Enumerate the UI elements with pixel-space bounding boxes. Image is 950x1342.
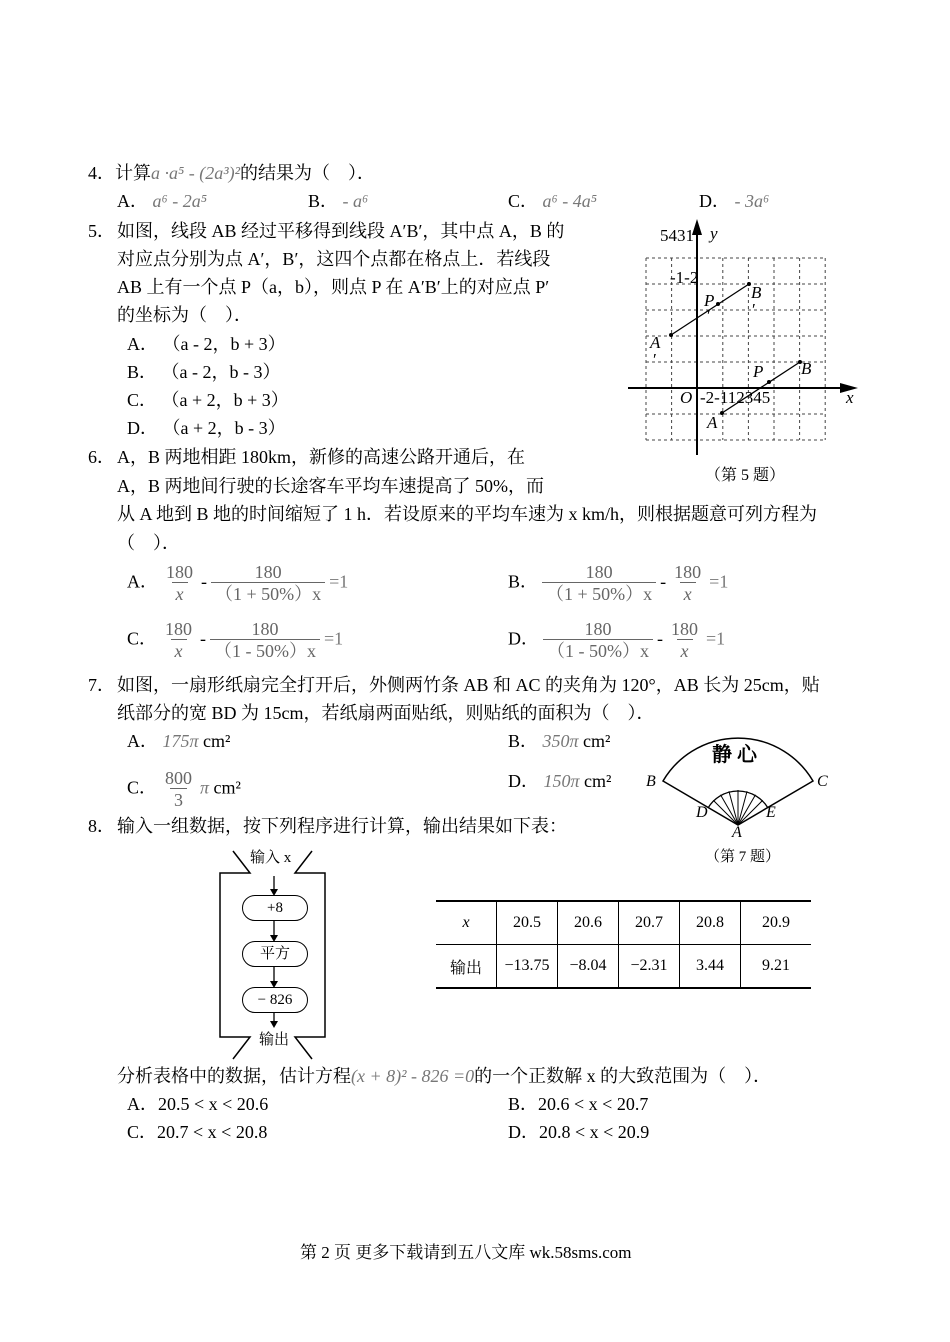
option-a: A． a⁶ - 2a⁵ xyxy=(117,191,208,211)
x-tick-labels: -2-112345 xyxy=(700,388,771,407)
option-a: A． $\frac{180}{x}$ - $\frac{180}{(1 + 50\%)x}$ =1 xyxy=(127,562,349,604)
option-b: B． - a⁶ xyxy=(308,191,369,211)
stem-text: 的结果为（ ）． xyxy=(240,163,376,183)
stem-text: 计算 xyxy=(115,163,151,183)
stem-line: 如图，线段 AB 经过平移得到线段 A′B′，其中点 A，B 的 xyxy=(117,221,565,241)
stem-line: 的坐标为（ ）． xyxy=(117,305,252,325)
point-c-label: C xyxy=(817,773,828,790)
x-axis-label: x xyxy=(846,388,854,407)
math-expression: a ·a⁵ - (2a³)² xyxy=(151,163,241,183)
option-a: A． （a - 2，b + 3） xyxy=(127,334,286,354)
table-row: 输出 −13.75 −8.04 −2.31 3.44 9.21 xyxy=(436,945,811,989)
point-p-label: P xyxy=(704,291,715,310)
option-b: B． （a - 2，b - 3） xyxy=(127,362,281,382)
flow-output-label: 输出 xyxy=(259,1032,290,1048)
option-b: B． $\frac{180}{(1 + 50\%)x}$ - $\frac{180}{x}$ =1 xyxy=(508,562,729,604)
stem-line: A，B 两地间行驶的长途客车平均车速提高了 50%，而 xyxy=(117,476,544,496)
option-b: B． 350π cm² xyxy=(508,731,611,751)
question-number: 4． xyxy=(88,163,115,183)
point-b-label: B xyxy=(751,283,762,302)
question-4 xyxy=(88,161,375,185)
stem-line: 如图，一扇形纸扇完全打开后，外侧两竹条 AB 和 AC 的夹角为 120°，AB 长为 25cm，贴 xyxy=(117,675,820,695)
stem-line: 纸部分的宽 BD 为 15cm，若纸扇两面贴纸，则贴纸的面积为（ ）． xyxy=(117,703,655,723)
stem-text: 输入一组数据，按下列程序进行计算，输出结果如下表： xyxy=(117,816,567,836)
y-neg-tick-labels: -1-2 xyxy=(670,268,699,287)
flow-step-subtract: − 826 xyxy=(242,987,308,1013)
option-a: A．20.5 < x < 20.6 xyxy=(127,1094,269,1114)
svg-text:′: ′ xyxy=(752,300,756,319)
point-b-label: B xyxy=(801,359,812,378)
stem-line: 对应点分别为点 A′，B′，这四个点都在格点上．若线段 xyxy=(117,249,551,269)
point-a-label: A xyxy=(650,333,661,352)
page-footer: 第 2 页 更多下载请到五八文库 wk.58sms.com xyxy=(300,1243,632,1262)
flow-step-square: 平方 xyxy=(242,941,308,967)
y-tick-labels: 5431 xyxy=(660,226,694,245)
option-c: C． $\frac{800}{3}$ π cm² xyxy=(127,768,241,810)
option-d: D． - 3a⁶ xyxy=(699,191,770,211)
stem-line: （ ）． xyxy=(117,533,180,553)
option-d: D． 150π cm² xyxy=(508,771,612,791)
stem-line: 从 A 地到 B 地的时间缩短了 1 h．若设原来的平均车速为 x km/h，则根据题意可列方程为 xyxy=(117,504,818,524)
stem-line: AB 上有一个点 P（a，b），则点 P 在 A′B′上的对应点 P′ xyxy=(117,277,550,297)
option-d: D． $\frac{180}{(1 - 50\%)x}$ - $\frac{180}{x}$ =1 xyxy=(508,619,726,661)
option-c: C． a⁶ - 4a⁵ xyxy=(508,191,598,211)
option-d: D． （a + 2，b - 3） xyxy=(127,418,286,438)
point-a-label: A xyxy=(707,413,718,432)
stem-line: A，B 两地相距 180km，新修的高速公路开通后，在 xyxy=(117,447,526,467)
option-c: C． $\frac{180}{x}$ - $\frac{180}{(1 - 50\%)x}$ =1 xyxy=(127,619,344,661)
origin-label: O xyxy=(680,388,693,407)
point-a-label: A xyxy=(732,824,742,841)
grid-figure xyxy=(620,215,870,485)
fan-figure xyxy=(630,725,850,865)
flow-input-label: 输入 x xyxy=(250,850,292,866)
question-number: 7． xyxy=(88,675,115,695)
svg-text:′: ′ xyxy=(653,350,657,369)
table-row: x 20.5 20.6 20.7 20.8 20.9 xyxy=(436,901,811,945)
point-d-label: D xyxy=(696,804,708,821)
option-c: C． （a + 2，b + 3） xyxy=(127,390,289,410)
option-c: C．20.7 < x < 20.8 xyxy=(127,1122,268,1142)
point-p-label: P xyxy=(753,362,764,381)
data-table xyxy=(436,900,811,989)
question-number: 8． xyxy=(88,816,115,836)
analysis-line: 分析表格中的数据，估计方程(x + 8)² - 826 =0的一个正数解 x 的大致范围为（ ）． xyxy=(117,1066,772,1086)
question-number: 6． xyxy=(88,447,115,467)
figure-caption: （第 7 题） xyxy=(705,849,781,865)
option-d: D．20.8 < x < 20.9 xyxy=(508,1122,650,1142)
point-e-label: E xyxy=(766,804,776,821)
flow-step-add: +8 xyxy=(242,895,308,921)
point-b-label: B xyxy=(646,773,656,790)
svg-text:′: ′ xyxy=(707,306,711,325)
option-b: B．20.6 < x < 20.7 xyxy=(508,1094,649,1114)
y-axis-label: y xyxy=(710,224,718,243)
fan-title: 静 心 xyxy=(712,744,757,766)
option-a: A． 175π cm² xyxy=(127,731,231,751)
question-number: 5． xyxy=(88,221,115,241)
figure-caption: （第 5 题） xyxy=(705,467,786,484)
